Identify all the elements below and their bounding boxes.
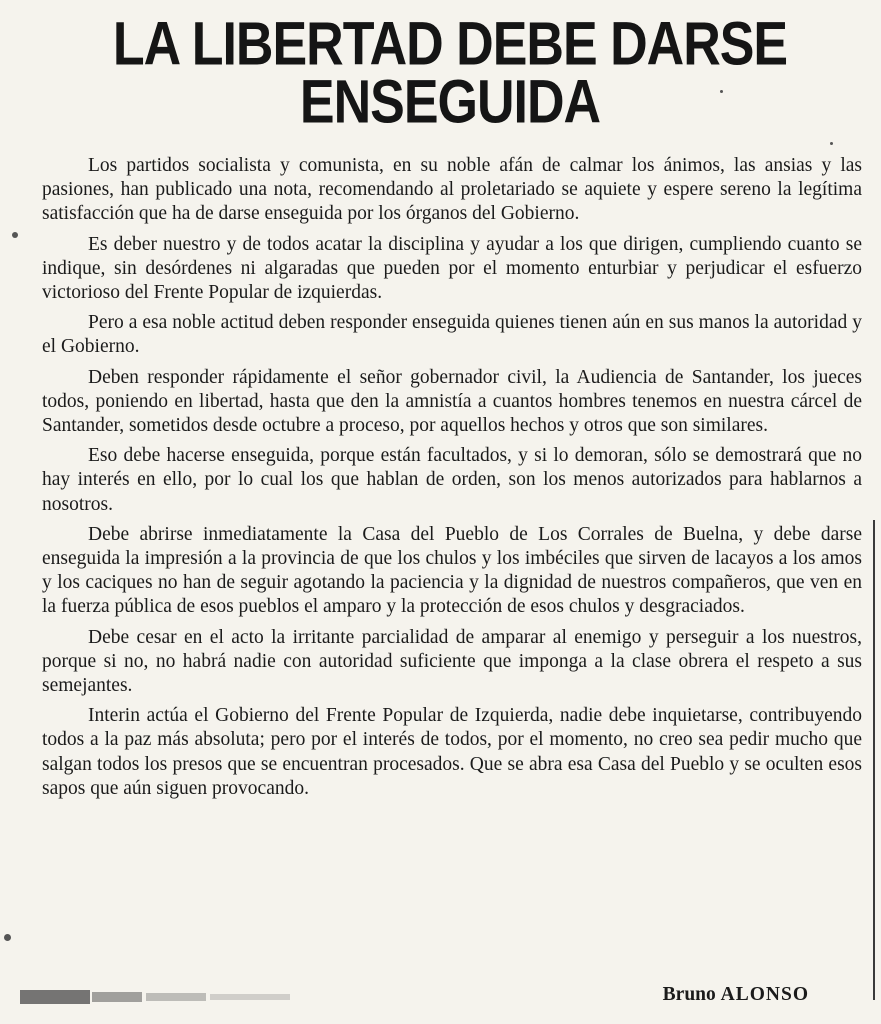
paragraph-2: Es deber nuestro y de todos acatar la disciplina y ayudar a los que dirigen, cumpliendo cuanto se indique, sin desórdenes ni algaradas que pueden por el momento enturbiar y perjudicar el esfuerzo victorioso del Frente Popular de izquierdas. [42,233,862,304]
byline [663,984,809,1006]
headline-line-1: LA LIBERTAD DEBE DARSE [112,10,788,79]
paragraph-3: Pero a esa noble actitud deben responder enseguida quienes tienen aún en sus manos la autoridad y el Gobierno. [42,312,862,358]
headline-line-2: ENSEGUIDA [299,68,601,137]
print-smudge [20,988,300,1006]
byline-last-name: ALONSO [720,984,809,1005]
paragraph-4: Deben responder rápidamente el señor gobernador civil, la Audiencia de Santander, los jueces todos, poniendo en libertad, hasta que den la amnistía a cuantos hombres tenemos en nuestra cárcel de Santander, sometidos desde octubre a proceso, por aquellos hechos y otros que son similares. [42,366,862,437]
speck [12,232,18,238]
article-body [42,154,862,807]
paragraph-7: Debe cesar en el acto la irritante parcialidad de amparar al enemigo y perseguir a los nuestros, porque si no, no habrá nadie con autoridad suficiente que imponga a la clase obrera el respeto a sus semejantes. [42,626,862,697]
paragraph-8: Interin actúa el Gobierno del Frente Popular de Izquierda, nadie debe inquietarse, contribuyendo todos a la paz más absoluta; pero por el interés de todos, por el momento, no creo sea pedir mucho que salgan todos los presos que se encuentran procesados. Que se abra esa Casa del Pueblo y se oculten esos sapos que aún siguen provocando. [42,705,862,799]
paragraph-1: Los partidos socialista y comunista, en su noble afán de calmar los ánimos, las ansias y las pasiones, han publicado una nota, recomendando al proletariado se aquiete y espere sereno la legítima satisfacción que ha de darse enseguida por los órganos del Gobierno. [42,155,862,225]
speck [830,142,833,145]
speck [4,934,11,941]
byline-first-name: Bruno [662,984,716,1005]
column-rule [873,520,875,1000]
paragraph-6: Debe abrirse inmediatamente la Casa del Pueblo de Los Corrales de Buelna, y debe darse enseguida la impresión a la provincia de que los chulos y los imbéciles que sirven de lacayos a los amos y los caciques no han de seguir agotando la paciencia y la dignidad de nuestros compañeros, que ven en la fuerza pública de esos pueblos el amparo y la protección de esos chulos y desgraciados. [42,523,862,618]
speck [720,90,723,93]
paragraph-5: Eso debe hacerse enseguida, porque están facultados, y si lo demoran, sólo se demostrará que no hay interés en ello, por lo cual los que hablan de orden, son los menos autorizados para hablarnos a nosotros. [42,445,862,515]
